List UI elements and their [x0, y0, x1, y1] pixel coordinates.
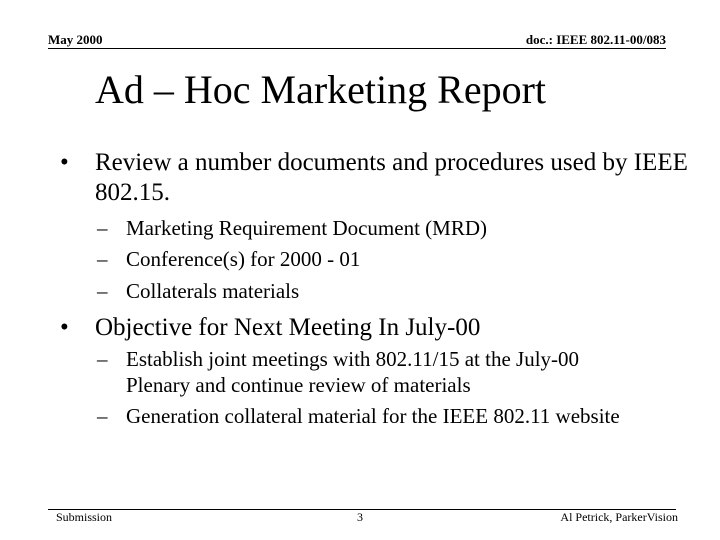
- sub-bullet-text: Marketing Requirement Document (MRD): [126, 216, 487, 240]
- slide-title: Ad – Hoc Marketing Report: [95, 67, 547, 112]
- header-doc-id: doc.: IEEE 802.11-00/083: [525, 32, 666, 47]
- bullet-text: Review a number documents and procedures used by IEEE 802.15.: [95, 149, 688, 206]
- sub-bullet-symbol: –: [97, 347, 108, 371]
- sub-bullet-text: Generation collateral material for the IEEE 802.11 website: [126, 404, 620, 428]
- bullet-symbol: •: [60, 314, 69, 341]
- sub-bullet-text: Conference(s) for 2000 - 01: [126, 247, 361, 271]
- header-rule: [48, 48, 666, 49]
- sub-bullet-text: Establish joint meetings with 802.11/15 at the July-00 Plenary and continue review of materials: [126, 347, 580, 397]
- sub-bullet-text: Collaterals materials: [126, 279, 300, 303]
- sub-bullet-symbol: –: [97, 216, 108, 240]
- footer-submission: Submission: [56, 510, 113, 524]
- bullet-text: Objective for Next Meeting In July-00: [95, 314, 481, 341]
- header-date: May 2000: [48, 32, 103, 47]
- page-number: 3: [357, 510, 363, 524]
- sub-bullet-symbol: –: [97, 279, 108, 303]
- sub-bullet-symbol: –: [97, 404, 108, 428]
- sub-bullet-symbol: –: [97, 247, 108, 271]
- bullet-symbol: •: [60, 149, 69, 176]
- footer-author: Al Petrick, ParkerVision: [560, 510, 678, 524]
